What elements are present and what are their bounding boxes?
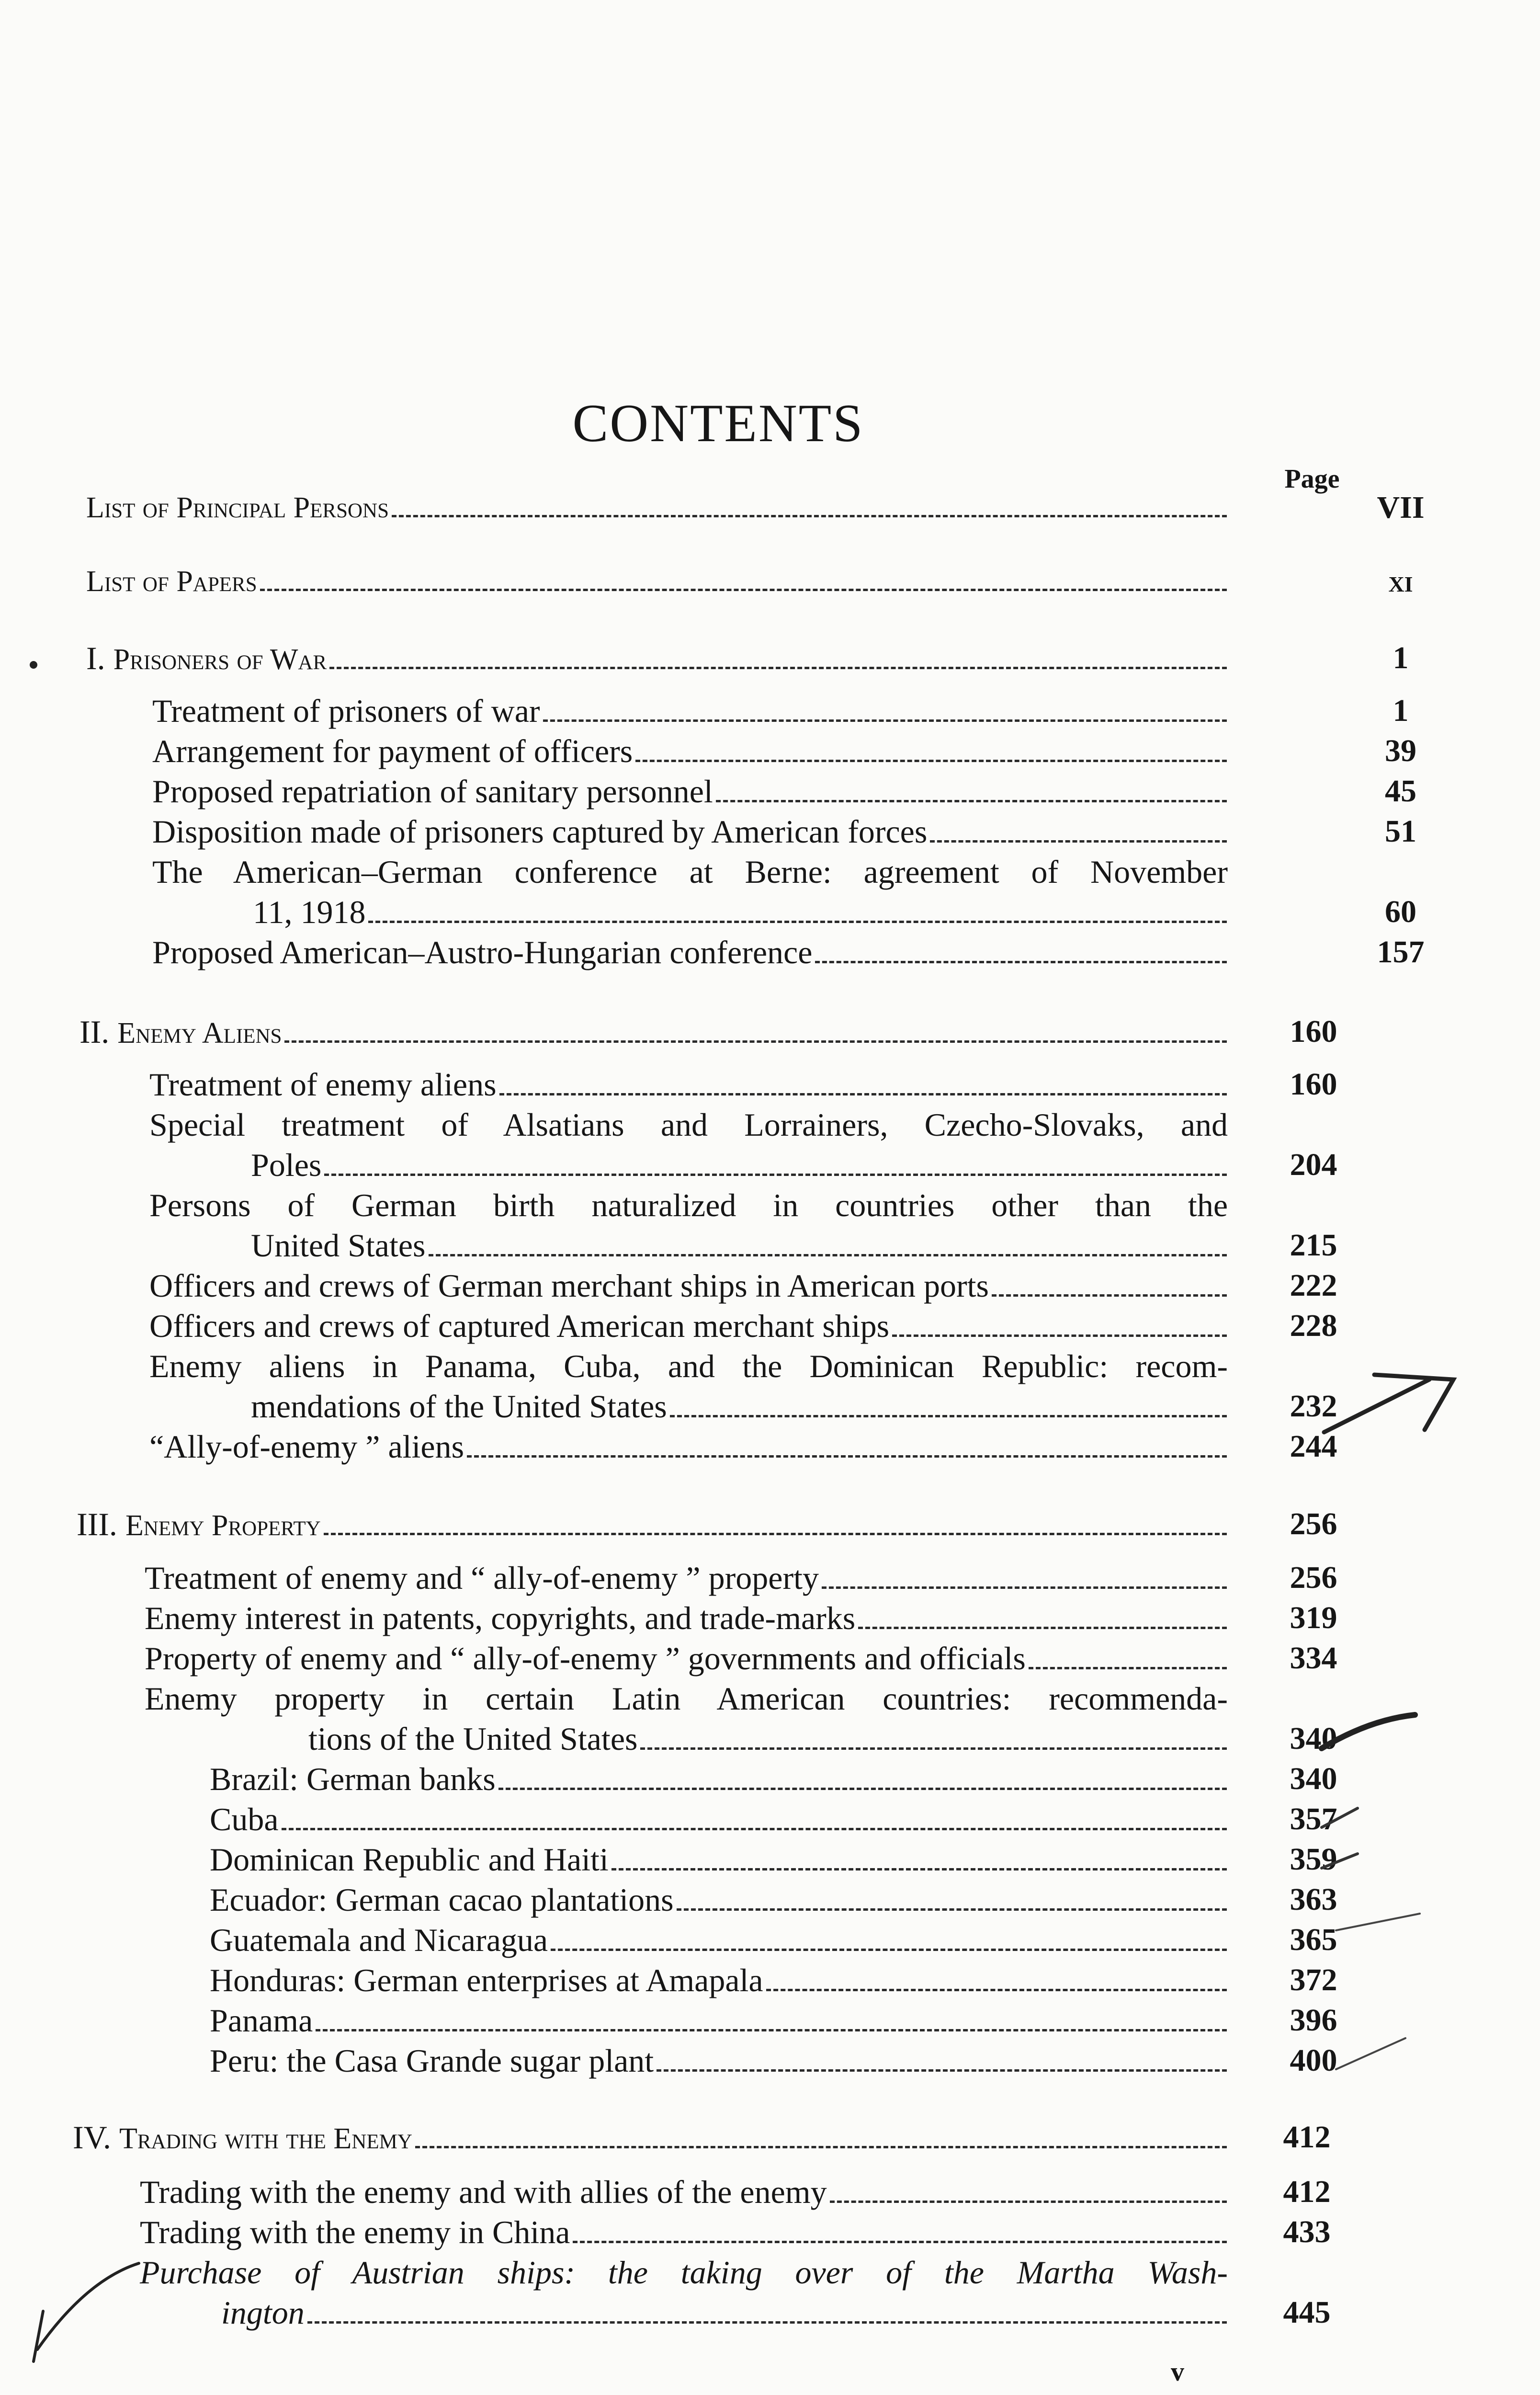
toc-subentry[interactable]: Property of enemy and “ ally-of-enemy ” governments and officials 334 <box>145 1640 1337 1676</box>
toc-subentry[interactable]: Officers and crews of captured American merchant ships 228 <box>149 1308 1337 1344</box>
annotation-tick <box>1322 1808 1358 1827</box>
toc-entry-front-matter[interactable]: List of Papers xi <box>86 564 1413 599</box>
toc-subentry[interactable]: Trading with the enemy and with allies of the enemy 412 <box>140 2174 1331 2210</box>
toc-subentry[interactable]: Treatment of enemy and “ ally-of-enemy ” property 256 <box>145 1560 1337 1596</box>
toc-country-entry[interactable]: Dominican Republic and Haiti 359 <box>210 1841 1337 1878</box>
toc-subentry[interactable]: Trading with the enemy in China 433 <box>140 2214 1331 2250</box>
toc-subentry[interactable]: The American–German conference at Berne: agreement of November 11, 1918 60 <box>152 854 1416 930</box>
toc-part-heading[interactable]: II. Enemy Aliens 160 <box>79 1014 1337 1050</box>
toc-entry-front-matter[interactable]: List of Principal Persons VII <box>86 490 1425 525</box>
annotation-tick <box>1336 1914 1420 1930</box>
toc-part-heading[interactable]: III. Enemy Property 256 <box>77 1506 1337 1542</box>
toc-country-entry[interactable]: Panama 396 <box>210 2002 1337 2039</box>
toc-subentry[interactable]: “Ally-of-enemy ” aliens 244 <box>149 1428 1337 1465</box>
margin-dot <box>30 661 37 669</box>
toc-subentry[interactable]: Proposed repatriation of sanitary personnel 45 <box>152 773 1416 810</box>
toc-country-entry[interactable]: Guatemala and Nicaragua 365 <box>210 1922 1337 1958</box>
toc-part-heading[interactable]: IV. Trading with the Enemy 412 <box>73 2119 1331 2156</box>
toc-subentry[interactable]: Proposed American–Austro-Hungarian conference 157 <box>152 934 1425 970</box>
toc-subentry[interactable]: Special treatment of Alsatians and Lorrainers, Czecho-Slovaks, and Poles 204 <box>149 1106 1337 1183</box>
toc-country-entry[interactable]: Peru: the Casa Grande sugar plant 400 <box>210 2042 1337 2079</box>
toc-subentry[interactable]: Disposition made of prisoners captured by American forces 51 <box>152 813 1416 850</box>
toc-part-heading[interactable]: I. Prisoners of War 1 <box>86 640 1409 676</box>
annotation-stroke <box>1322 1715 1415 1748</box>
toc-subentry[interactable]: Enemy aliens in Panama, Cuba, and the Dominican Republic: recom- mendations of the United States 232 <box>149 1348 1337 1425</box>
toc-country-entry[interactable]: Cuba 357 <box>210 1801 1337 1837</box>
toc-subentry[interactable]: Treatment of prisoners of war 1 <box>152 693 1409 729</box>
annotation-check <box>34 2263 139 2361</box>
toc-subentry[interactable]: Purchase of Austrian ships: the taking over of the Martha Wash- ington 445 <box>140 2254 1331 2331</box>
toc-country-entry[interactable]: Ecuador: German cacao plantations 363 <box>210 1882 1337 1918</box>
toc-subentry[interactable]: Persons of German birth naturalized in countries other than the United States 215 <box>149 1187 1337 1264</box>
page-title: CONTENTS <box>572 394 864 453</box>
annotation-arrow <box>1324 1375 1453 1432</box>
page-column-header: Page <box>1284 464 1340 494</box>
page-folio: v <box>1171 2357 1184 2387</box>
toc-country-entry[interactable]: Brazil: German banks 340 <box>210 1761 1337 1797</box>
toc-subentry[interactable]: Officers and crews of German merchant ships in American ports 222 <box>149 1267 1337 1304</box>
toc-subentry[interactable]: Treatment of enemy aliens 160 <box>149 1066 1337 1103</box>
toc-subentry[interactable]: Enemy interest in patents, copyrights, and trade-marks 319 <box>145 1600 1337 1636</box>
toc-subentry[interactable]: Arrangement for payment of officers 39 <box>152 733 1416 769</box>
toc-country-entry[interactable]: Honduras: German enterprises at Amapala 372 <box>210 1962 1337 1998</box>
annotation-tick <box>1336 2038 1405 2069</box>
annotation-tick <box>1322 1854 1358 1868</box>
toc-subentry[interactable]: Enemy property in certain Latin American countries: recommenda- tions of the United States 340 <box>145 1680 1337 1757</box>
